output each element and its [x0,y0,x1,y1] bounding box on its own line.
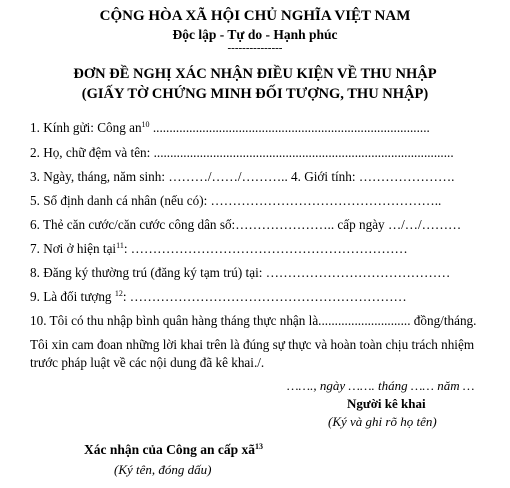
field-permanent-residence: 8. Đăng ký thường trú (đăng ký tạm trú) tại: …………………………………… [30,265,451,280]
header-divider: --------------- [227,42,283,54]
form-subtitle: (GIẤY TỜ CHỨNG MINH ĐỐI TƯỢNG, THU NHẬP) [81,86,429,102]
signer-title: Người kê khai [347,396,426,411]
signature-note: (Ký và ghi rõ họ tên) [328,414,437,429]
field-recipient [30,120,430,136]
field-current-residence [30,241,408,257]
footnote-12: 12 [114,289,123,298]
field-subject-type [30,289,407,305]
field-residence-dots: : ……………………………………………………… [123,241,408,256]
confirmation-title [84,442,263,458]
form-title: ĐƠN ĐỀ NGHỊ XÁC NHẬN ĐIỀU KIỆN VỀ THU NHẬP [73,66,437,82]
motto: Độc lập - Tự do - Hạnh phúc [172,27,338,42]
field-subject-label: 9. Là đối tượng [30,289,115,304]
confirmation-title-text: Xác nhận của Công an cấp xã [84,442,256,457]
confirmation-note: (Ký tên, đóng dấu) [114,462,212,477]
field-recipient-dots: .................................................................................... [149,120,430,135]
commitment-statement: Tôi xin cam đoan những lời khai trên là đúng sự thực và hoàn toàn chịu trách nhiệm trước pháp luật về các nội dung đã kê khai./. [30,337,475,370]
field-residence-label: 7. Nơi ở hiện tại [30,241,117,256]
field-dob-gender: 3. Ngày, tháng, năm sinh: ………/……/……….. 4. Giới tính: …………………. [30,169,455,184]
field-recipient-label: 1. Kính gửi: Công an [30,120,142,135]
country-header: CỘNG HÒA XÃ HỘI CHỦ NGHĨA VIỆT NAM [99,8,411,24]
field-personal-id: 5. Số định danh cá nhân (nếu có): …………………………………………….. [30,193,442,208]
footnote-11: 11 [116,241,124,250]
field-id-card: 6. Thẻ căn cước/căn cước công dân số:………………….. cấp ngày …/…/……… [30,217,462,232]
field-full-name: 2. Họ, chữ đệm và tên: ........................................................................................... [30,145,454,160]
footnote-13: 13 [255,442,264,451]
field-subject-dots: : ……………………………………………………… [122,289,407,304]
signature-date: ……., ngày ……. tháng …… năm … [287,378,475,393]
footnote-10: 10 [141,120,150,129]
field-monthly-income: 10. Tôi có thu nhập bình quân hàng tháng thực nhận là............................ đồng/tháng. [30,313,477,328]
